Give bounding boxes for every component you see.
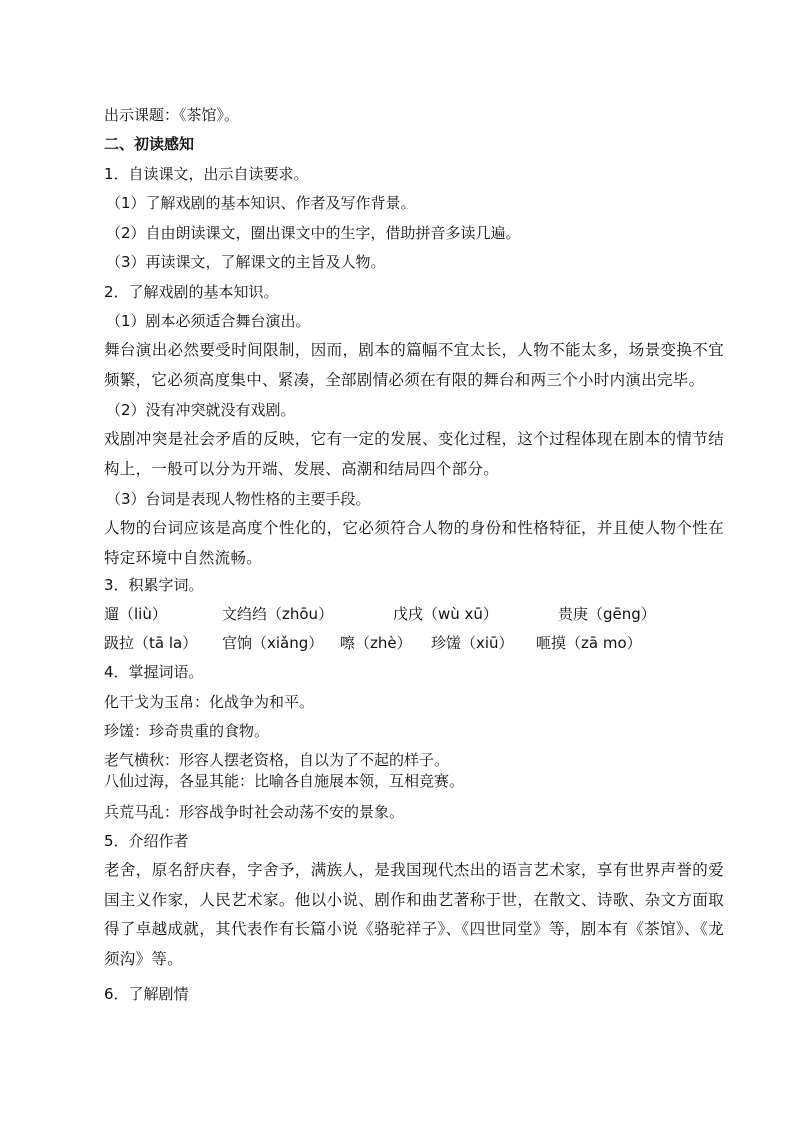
definition-line: 化干戈为玉帛：化战争为和平。 bbox=[104, 693, 315, 711]
body-paragraph: 戏剧冲突是社会矛盾的反映，它有一定的发展、变化过程，这个过程体现在剧本的情节结构上，一般可以分为开端、发展、高潮和结局四个部分。 bbox=[104, 430, 724, 478]
step-heading: 2．了解戏剧的基本知识。 bbox=[104, 283, 279, 301]
definition-line: 兵荒马乱：形容战争时社会动荡不安的景象。 bbox=[104, 803, 405, 821]
body-paragraph: 老舍，原名舒庆春，字舍予，满族人，是我国现代杰出的语言艺术家，享有世界声誉的爱国主义作家，人民艺术家。他以小说、剧作和曲艺著称于世，在散文、诗歌、杂文方面取得了卓越成就，其代表作有长篇小说《骆驼祥子》、《四世同堂》等，剧本有《茶馆》、《龙须沟》等。 bbox=[104, 861, 724, 968]
vocab-entry: 戊戌（wù xū） bbox=[393, 605, 498, 623]
sub-item: （1）剧本必须适合舞台演出。 bbox=[106, 312, 311, 330]
definition-line: 八仙过海，各显其能：比喻各自施展本领，互相竞赛。 bbox=[104, 772, 465, 790]
vocab-entry: 贵庚（gēng） bbox=[558, 605, 656, 623]
sub-item: （3）台词是表现人物性格的主要手段。 bbox=[106, 490, 371, 508]
step-heading: 4．掌握词语。 bbox=[104, 663, 204, 681]
vocab-entry: 趿拉（tā la） bbox=[104, 634, 198, 652]
definition-line: 老气横秋：形容人摆老资格，自以为了不起的样子。 bbox=[104, 751, 450, 769]
sub-item: （3）再读课文，了解课文的主旨及人物。 bbox=[106, 253, 386, 271]
vocab-entry: 官饷（xiǎng） bbox=[222, 634, 324, 652]
vocab-entry: 咂摸（zā mo） bbox=[536, 634, 642, 652]
vocab-entry: 文绉绉（zhōu） bbox=[222, 605, 334, 623]
definition-line: 珍馐：珍奇贵重的食物。 bbox=[104, 722, 270, 740]
vocab-entry: 珍馐（xiū） bbox=[431, 634, 514, 652]
sub-item: （2）自由朗读课文，圈出课文中的生字，借助拼音多读几遍。 bbox=[106, 224, 521, 242]
step-heading: 5．介绍作者 bbox=[104, 832, 189, 850]
step-heading: 1．自读课文，出示自读要求。 bbox=[104, 165, 309, 183]
sub-item: （2）没有冲突就没有戏剧。 bbox=[106, 401, 296, 419]
sub-item: （1）了解戏剧的基本知识、作者及写作背景。 bbox=[106, 194, 416, 212]
vocab-entry: 遛（liù） bbox=[104, 605, 167, 623]
vocab-entry: 嚓（zhè） bbox=[340, 634, 412, 652]
step-heading: 3．积累字词。 bbox=[104, 576, 204, 594]
step-heading: 6．了解剧情 bbox=[104, 985, 189, 1003]
body-paragraph: 舞台演出必然要受时间限制，因而，剧本的篇幅不宜太长，人物不能太多，场景变换不宜频繁，它必须高度集中、紧凑，全部剧情必须在有限的舞台和两三个小时内演出完毕。 bbox=[104, 341, 724, 389]
body-paragraph: 人物的台词应该是高度个性化的，它必须符合人物的身份和性格特征，并且使人物个性在特定环境中自然流畅。 bbox=[104, 519, 724, 567]
section-heading: 二、初读感知 bbox=[104, 135, 195, 153]
lesson-topic: 出示课题：《茶馆》。 bbox=[104, 106, 240, 124]
